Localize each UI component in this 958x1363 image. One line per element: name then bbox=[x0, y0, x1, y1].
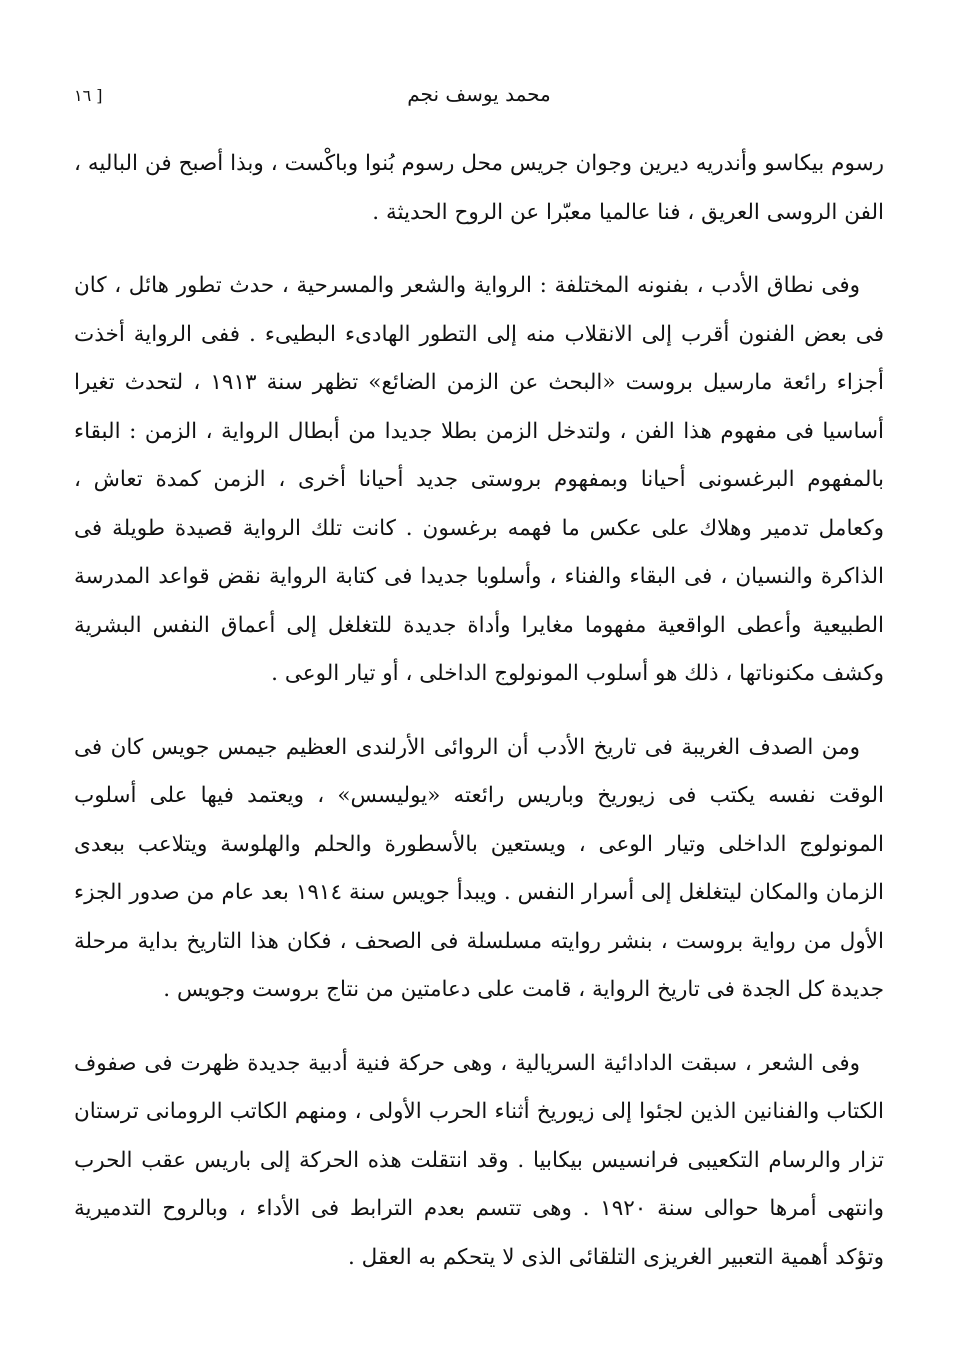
paragraph: رسوم بيكاسو وأندريه ديرين وجوان جريس محل رسوم بُنوا وباكْست ، وبذا أصبح فن الباليه ، الفن الروسى العريق ، فنا عالميا معبّرا عن الروح الحديثة . bbox=[74, 151, 884, 225]
body-text bbox=[74, 140, 884, 1307]
paragraph: ومن الصدف الغريبة فى تاريخ الأدب أن الروائى الأرلندى العظيم جيمس جويس كان فى الوقت نفسه يكتب فى زيوريخ وباريس رائعته «يوليسس» ، ويعتمد فيها على أسلوب المونولوج الداخلى وتيار الوعى ، ويستعين بالأسطورة والحلم والهلوسة ويتلاعب ببعدى الزمان والمكان ليتغلغل إلى أسرار النفس . ويبدأ جويس سنة ١٩١٤ بعد عام من صدور الجزء الأول من رواية بروست ، بنشر روايته مسلسلة فى الصحف ، فكان هذا التاريخ بداية مرحلة جديدة كل الجدة فى تاريخ الرواية ، قامت على دعامتين من نتاج بروست وجويس . bbox=[74, 734, 884, 1002]
paragraph: وفى نطاق الأدب ، بفنونه المختلفة : الرواية والشعر والمسرحية ، حدث تطور هائل ، كان فى بعض الفنون أقرب إلى الانقلاب منه إلى التطور الهادىء البطيىء . ففى الرواية أخذت أجزاء رائعة مارسيل بروست «البحث عن الزمن الضائع» تظهر سنة ١٩١٣ ، لتحدث تغيرا أساسيا فى مفهوم هذا الفن ، ولتدخل الزمن بطلا جديدا من أبطال الرواية ، الزمن : البقاء بالمفهوم البرغسونى أحيانا وبمفهوم بروستى جديد أحيانا أخرى ، الزمن كمدة تعاش ، وكعامل تدمير وهلاك على عكس ما فهمه برغسون . كانت تلك الرواية قصيدة طويلة فى الذاكرة والنسيان ، فى البقاء والفناء ، وأسلوبا جديدا فى كتابة الرواية نقض قواعد المدرسة الطبيعية وأعطى الواقعية مفهوما مغايرا وأداة جديدة للتغلغل إلى أعماق النفس البشرية وكشف مكنوناتها ، ذلك هو أسلوب المونولوج الداخلى ، أو تيار الوعى . bbox=[74, 273, 885, 686]
page-number: [ ١٦ bbox=[74, 86, 103, 105]
paragraph: وفى الشعر ، سبقت الدادائية السريالية ، وهى حركة فنية أدبية جديدة ظهرت فى صفوف الكتاب والفنانين الذين لجئوا إلى زيوريخ أثناء الحرب الأولى ، ومنهم الكاتب الرومانى ترستان تزار والرسام التكعيبى فرانسيس بيكابيا . وقد انتقلت هذه الحركة إلى باريس عقب الحرب وانتهى أمرها حوالى سنة ١٩٢٠ . وهى تتسم بعدم الترابط فى الأداء ، وبالروح التدميرية وتؤكد أهمية التعبير الغريزى التلقائى الذى لا يتحكم به العقل . bbox=[74, 1050, 884, 1270]
header-author: محمد يوسف نجم bbox=[407, 82, 551, 106]
running-header bbox=[60, 78, 898, 110]
